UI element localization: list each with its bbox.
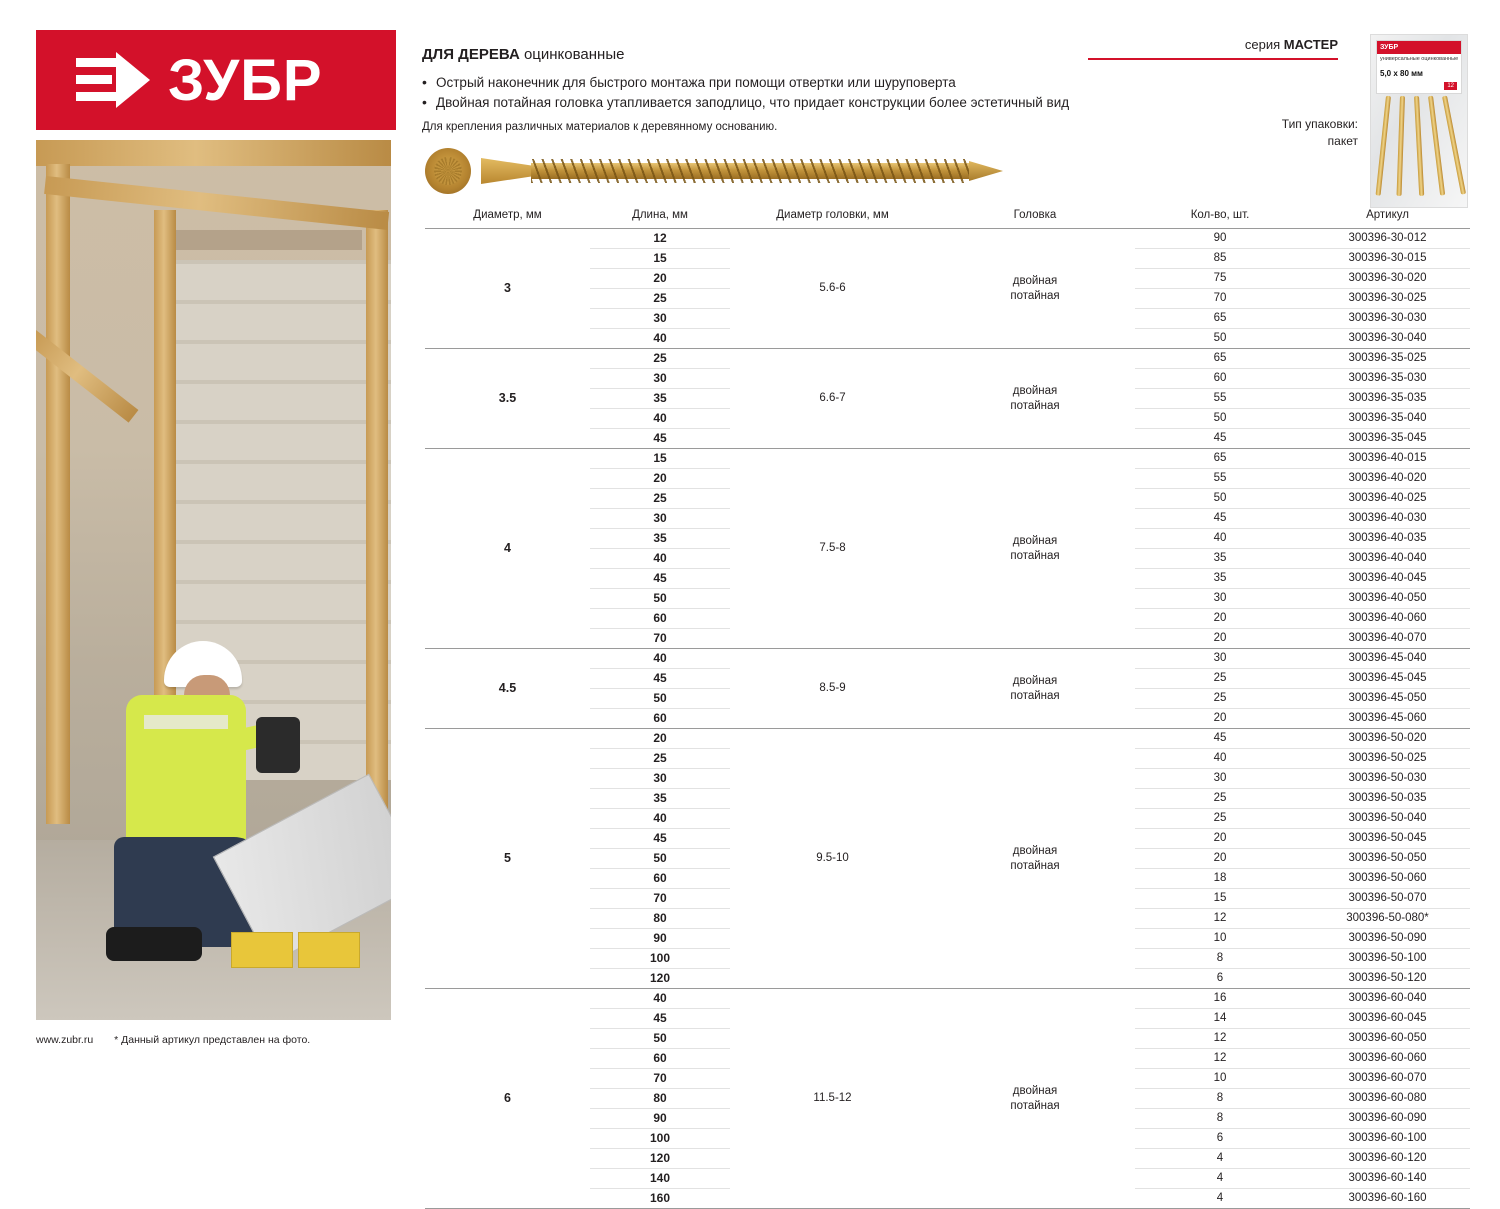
package-label-size: 5,0 x 80 мм <box>1380 69 1423 78</box>
cell-qty: 40 <box>1135 749 1305 769</box>
cell-sku: 300396-60-120 <box>1305 1149 1470 1169</box>
cell-sku: 300396-50-070 <box>1305 889 1470 909</box>
cell-length: 70 <box>590 629 730 649</box>
cell-qty: 45 <box>1135 729 1305 749</box>
cell-qty: 60 <box>1135 369 1305 389</box>
cell-qty: 10 <box>1135 1069 1305 1089</box>
cell-length: 25 <box>590 349 730 369</box>
cell-length: 25 <box>590 749 730 769</box>
column-header-length: Длина, мм <box>590 205 730 229</box>
column-header-qty: Кол-во, шт. <box>1135 205 1305 229</box>
cell-sku: 300396-40-025 <box>1305 489 1470 509</box>
table-header-row <box>425 205 1470 229</box>
cell-qty: 14 <box>1135 1009 1305 1029</box>
cell-length: 35 <box>590 529 730 549</box>
cell-qty: 55 <box>1135 389 1305 409</box>
footer-note: * Данный артикул представлен на фото. <box>114 1034 311 1046</box>
cell-sku: 300396-30-015 <box>1305 249 1470 269</box>
cell-sku: 300396-50-100 <box>1305 949 1470 969</box>
cell-length: 40 <box>590 549 730 569</box>
list-item: • Острый наконечник для быстрого монтажа при помощи отвертки или шуруповерта <box>422 73 1182 93</box>
cell-sku: 300396-50-060 <box>1305 869 1470 889</box>
cell-head-type <box>935 649 1135 729</box>
cell-diameter: 6 <box>425 989 590 1209</box>
cell-qty: 25 <box>1135 689 1305 709</box>
cell-qty: 12 <box>1135 909 1305 929</box>
cell-head-diameter: 6.6-7 <box>730 349 935 449</box>
cell-length: 35 <box>590 789 730 809</box>
cell-sku: 300396-50-025 <box>1305 749 1470 769</box>
cell-qty: 85 <box>1135 249 1305 269</box>
cell-qty: 30 <box>1135 589 1305 609</box>
head-type-line2: потайная <box>1010 1099 1060 1112</box>
series-badge <box>1088 36 1338 60</box>
head-type-line2: потайная <box>1010 549 1060 562</box>
cell-length: 70 <box>590 1069 730 1089</box>
cell-sku: 300396-45-050 <box>1305 689 1470 709</box>
usage-note: Для крепления различных материалов к деревянному основанию. <box>422 121 778 133</box>
cell-sku: 300396-60-090 <box>1305 1109 1470 1129</box>
cell-sku: 300396-35-025 <box>1305 349 1470 369</box>
cell-sku: 300396-40-045 <box>1305 569 1470 589</box>
screw-box <box>298 932 360 968</box>
cell-qty: 30 <box>1135 649 1305 669</box>
cell-sku: 300396-60-140 <box>1305 1169 1470 1189</box>
cell-length: 80 <box>590 1089 730 1109</box>
page-header <box>22 18 1478 148</box>
cell-length: 140 <box>590 1169 730 1189</box>
cell-length: 30 <box>590 309 730 329</box>
cell-sku: 300396-50-050 <box>1305 849 1470 869</box>
package-label-subtitle: универсальные оцинкованные <box>1380 56 1459 62</box>
cell-sku: 300396-35-040 <box>1305 409 1470 429</box>
footer-site[interactable]: www.zubr.ru <box>36 1034 94 1046</box>
cell-qty: 18 <box>1135 869 1305 889</box>
cell-qty: 50 <box>1135 409 1305 429</box>
head-type-line2: потайная <box>1010 399 1060 412</box>
cell-sku: 300396-40-060 <box>1305 609 1470 629</box>
page-footer <box>36 1034 328 1046</box>
cell-sku: 300396-40-015 <box>1305 449 1470 469</box>
cell-qty: 75 <box>1135 269 1305 289</box>
cell-length: 50 <box>590 589 730 609</box>
cell-sku: 300396-40-020 <box>1305 469 1470 489</box>
cell-length: 90 <box>590 929 730 949</box>
cell-sku: 300396-50-045 <box>1305 829 1470 849</box>
package-label-brand: ЗУБР <box>1377 41 1461 54</box>
cell-sku: 300396-50-035 <box>1305 789 1470 809</box>
cell-sku: 300396-40-070 <box>1305 629 1470 649</box>
cell-head-diameter: 8.5-9 <box>730 649 935 729</box>
series-prefix: серия <box>1244 37 1284 52</box>
cell-sku: 300396-50-020 <box>1305 729 1470 749</box>
cell-diameter: 3 <box>425 229 590 349</box>
cell-sku: 300396-60-040 <box>1305 989 1470 1009</box>
package-type-value: пакет <box>1327 134 1358 148</box>
cell-length: 45 <box>590 669 730 689</box>
cell-length: 60 <box>590 709 730 729</box>
cell-sku: 300396-30-020 <box>1305 269 1470 289</box>
column-header-sku: Артикул <box>1305 205 1470 229</box>
package-label-qty: 12 <box>1444 82 1457 90</box>
cell-qty: 10 <box>1135 929 1305 949</box>
cell-sku: 300396-50-120 <box>1305 969 1470 989</box>
cell-qty: 8 <box>1135 1109 1305 1129</box>
cell-qty: 8 <box>1135 1089 1305 1109</box>
package-type-note <box>1282 116 1358 150</box>
cell-sku: 300396-30-040 <box>1305 329 1470 349</box>
cell-length: 40 <box>590 809 730 829</box>
table-row <box>425 229 1470 249</box>
cell-length: 80 <box>590 909 730 929</box>
cell-length: 50 <box>590 1029 730 1049</box>
cell-sku: 300396-60-050 <box>1305 1029 1470 1049</box>
cell-length: 120 <box>590 1149 730 1169</box>
head-type-line1: двойная <box>1012 1084 1058 1097</box>
cell-length: 20 <box>590 269 730 289</box>
cell-sku: 300396-30-030 <box>1305 309 1470 329</box>
cell-sku: 300396-60-060 <box>1305 1049 1470 1069</box>
series-name: МАСТЕР <box>1283 37 1338 52</box>
cell-length: 45 <box>590 569 730 589</box>
cell-sku: 300396-35-030 <box>1305 369 1470 389</box>
cell-qty: 55 <box>1135 469 1305 489</box>
head-type-line1: двойная <box>1012 534 1058 547</box>
cell-qty: 25 <box>1135 669 1305 689</box>
cell-qty: 45 <box>1135 429 1305 449</box>
cell-length: 40 <box>590 989 730 1009</box>
head-type-line1: двойная <box>1012 674 1058 687</box>
table-row <box>425 349 1470 369</box>
cell-qty: 15 <box>1135 889 1305 909</box>
cell-qty: 8 <box>1135 949 1305 969</box>
brand-name: ЗУБР <box>168 47 323 113</box>
head-type-line2: потайная <box>1010 289 1060 302</box>
cell-sku: 300396-60-080 <box>1305 1089 1470 1109</box>
cell-head-type <box>935 349 1135 449</box>
cell-length: 35 <box>590 389 730 409</box>
head-type-line1: двойная <box>1012 274 1058 287</box>
cell-sku: 300396-30-025 <box>1305 289 1470 309</box>
cell-qty: 20 <box>1135 609 1305 629</box>
screw-side-view-icon <box>481 158 1001 184</box>
cell-qty: 12 <box>1135 1029 1305 1049</box>
cell-head-type <box>935 229 1135 349</box>
cell-sku: 300396-50-080* <box>1305 909 1470 929</box>
cell-qty: 25 <box>1135 809 1305 829</box>
cell-sku: 300396-60-100 <box>1305 1129 1470 1149</box>
cell-length: 45 <box>590 429 730 449</box>
cell-length: 25 <box>590 489 730 509</box>
cell-length: 50 <box>590 689 730 709</box>
zubr-logo-icon <box>76 48 154 112</box>
cell-length: 15 <box>590 449 730 469</box>
cell-qty: 12 <box>1135 1049 1305 1069</box>
cell-qty: 35 <box>1135 549 1305 569</box>
cell-head-type <box>935 729 1135 989</box>
cell-qty: 35 <box>1135 569 1305 589</box>
cell-qty: 6 <box>1135 969 1305 989</box>
cell-sku: 300396-35-045 <box>1305 429 1470 449</box>
screw-box <box>231 932 293 968</box>
cell-head-diameter: 7.5-8 <box>730 449 935 649</box>
cell-length: 60 <box>590 609 730 629</box>
cell-length: 25 <box>590 289 730 309</box>
cell-qty: 45 <box>1135 509 1305 529</box>
cell-qty: 20 <box>1135 829 1305 849</box>
head-type-line2: потайная <box>1010 689 1060 702</box>
cell-sku: 300396-50-090 <box>1305 929 1470 949</box>
cell-head-diameter: 9.5-10 <box>730 729 935 989</box>
cell-qty: 25 <box>1135 789 1305 809</box>
column-header-diameter: Диаметр, мм <box>425 205 590 229</box>
cell-sku: 300396-40-050 <box>1305 589 1470 609</box>
cell-head-diameter: 11.5-12 <box>730 989 935 1209</box>
package-label <box>1376 40 1462 94</box>
cell-qty: 70 <box>1135 289 1305 309</box>
cell-sku: 300396-40-035 <box>1305 529 1470 549</box>
screw-illustration <box>425 142 1045 200</box>
cell-head-diameter: 5.6-6 <box>730 229 935 349</box>
cell-length: 40 <box>590 649 730 669</box>
head-type-line2: потайная <box>1010 859 1060 872</box>
cell-length: 40 <box>590 409 730 429</box>
cell-sku: 300396-60-045 <box>1305 1009 1470 1029</box>
cell-length: 60 <box>590 869 730 889</box>
cell-head-type <box>935 989 1135 1209</box>
cell-sku: 300396-35-035 <box>1305 389 1470 409</box>
head-type-line1: двойная <box>1012 844 1058 857</box>
cell-qty: 40 <box>1135 529 1305 549</box>
cell-sku: 300396-45-060 <box>1305 709 1470 729</box>
cell-qty: 50 <box>1135 489 1305 509</box>
cell-length: 30 <box>590 509 730 529</box>
cell-qty: 50 <box>1135 329 1305 349</box>
cell-sku: 300396-30-012 <box>1305 229 1470 249</box>
cell-length: 160 <box>590 1189 730 1209</box>
cell-qty: 30 <box>1135 769 1305 789</box>
head-type-line1: двойная <box>1012 384 1058 397</box>
cell-head-type <box>935 449 1135 649</box>
cell-length: 100 <box>590 1129 730 1149</box>
cell-length: 50 <box>590 849 730 869</box>
cell-sku: 300396-60-070 <box>1305 1069 1470 1089</box>
package-photo <box>1370 34 1466 206</box>
cell-diameter: 3.5 <box>425 349 590 449</box>
column-header-head: Головка <box>935 205 1135 229</box>
header-text-block <box>422 46 1182 133</box>
cell-length: 20 <box>590 469 730 489</box>
cell-qty: 6 <box>1135 1129 1305 1149</box>
cell-qty: 20 <box>1135 849 1305 869</box>
cell-length: 15 <box>590 249 730 269</box>
table-body <box>425 229 1470 1209</box>
table-row <box>425 989 1470 1009</box>
cell-diameter: 4.5 <box>425 649 590 729</box>
brand-logo <box>36 30 396 130</box>
cell-sku: 300396-60-160 <box>1305 1189 1470 1209</box>
package-screws-icon <box>1380 96 1456 200</box>
page-title-rest: оцинкованные <box>519 46 625 63</box>
cell-qty: 20 <box>1135 709 1305 729</box>
cell-length: 60 <box>590 1049 730 1069</box>
cell-sku: 300396-45-045 <box>1305 669 1470 689</box>
cell-qty: 4 <box>1135 1189 1305 1209</box>
cell-qty: 65 <box>1135 309 1305 329</box>
cell-qty: 65 <box>1135 349 1305 369</box>
cell-length: 20 <box>590 729 730 749</box>
table-row <box>425 649 1470 669</box>
list-item: • Двойная потайная головка утапливается заподлицо, что придает конструкции более эстетичный вид <box>422 93 1182 113</box>
page-title <box>422 46 1182 63</box>
table-row <box>425 449 1470 469</box>
cell-qty: 65 <box>1135 449 1305 469</box>
cell-diameter: 4 <box>425 449 590 649</box>
cell-qty: 90 <box>1135 229 1305 249</box>
cell-qty: 20 <box>1135 629 1305 649</box>
cell-sku: 300396-40-030 <box>1305 509 1470 529</box>
cell-length: 120 <box>590 969 730 989</box>
cell-qty: 4 <box>1135 1169 1305 1189</box>
column-header-head-diameter: Диаметр головки, мм <box>730 205 935 229</box>
cell-length: 70 <box>590 889 730 909</box>
cell-sku: 300396-50-030 <box>1305 769 1470 789</box>
cell-sku: 300396-45-040 <box>1305 649 1470 669</box>
specification-table <box>425 205 1470 1209</box>
cell-sku: 300396-40-040 <box>1305 549 1470 569</box>
cell-length: 30 <box>590 369 730 389</box>
application-photo <box>36 140 391 1020</box>
cell-length: 100 <box>590 949 730 969</box>
screw-head-top-view-icon <box>425 148 471 194</box>
cell-length: 30 <box>590 769 730 789</box>
feature-list <box>422 73 1182 113</box>
cell-sku: 300396-50-040 <box>1305 809 1470 829</box>
page-title-bold: ДЛЯ ДЕРЕВА <box>422 46 520 63</box>
cell-length: 90 <box>590 1109 730 1129</box>
cell-diameter: 5 <box>425 729 590 989</box>
cell-length: 45 <box>590 1009 730 1029</box>
package-type-label: Тип упаковки: <box>1281 117 1358 131</box>
cell-length: 45 <box>590 829 730 849</box>
cell-length: 12 <box>590 229 730 249</box>
table-row <box>425 729 1470 749</box>
cell-qty: 4 <box>1135 1149 1305 1169</box>
cell-length: 40 <box>590 329 730 349</box>
cell-qty: 16 <box>1135 989 1305 1009</box>
